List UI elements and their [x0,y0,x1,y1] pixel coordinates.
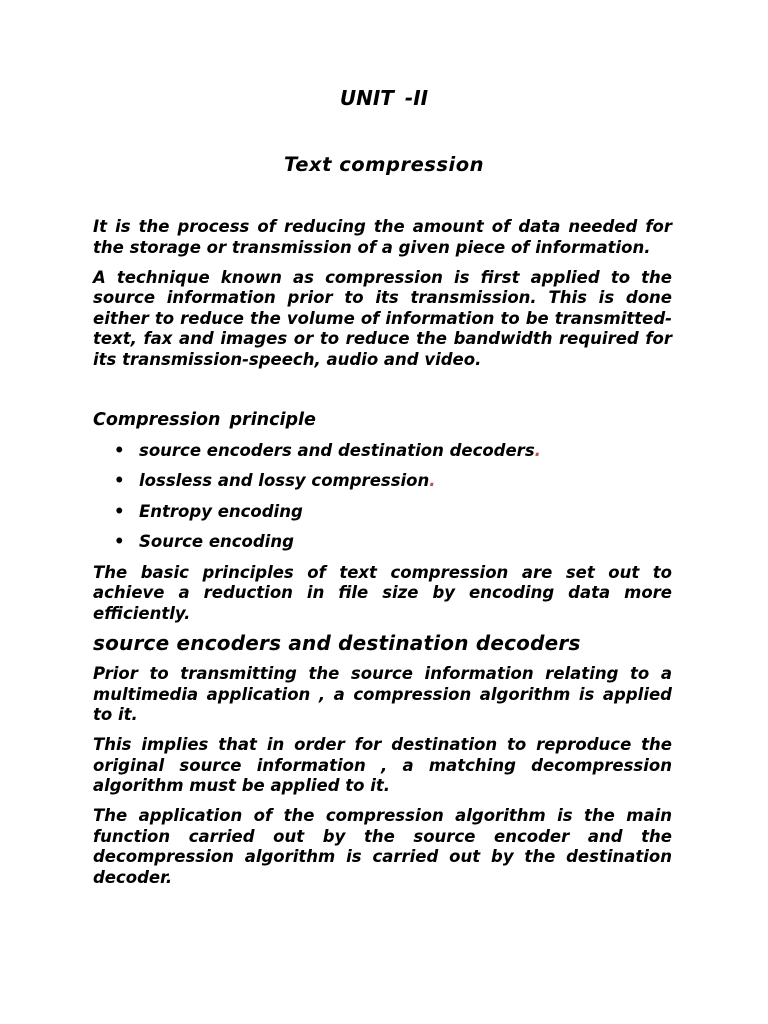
principle-heading: Compression principle [93,410,316,430]
list-item-text: lossless and lossy compression [139,471,430,490]
bullet-icon: • [114,440,125,460]
principle-summary: The basic principles of text compression are set out to achieve a reduction in file size by encoding data more efficiently. [93,562,672,623]
section2-paragraph-3: The application of the compression algorithm is the main function carried out by the source encoder and the decompression algorithm is carried out by the destination decoder. [93,806,672,887]
bullet-icon: • [114,501,125,521]
intro-paragraph-2: A technique known as compression is first applied to the source information prior to its transmission. This is done either to reduce the volume of information to be transmitted- text, fax and images or to reduce the bandwidth required for its transmission-speech, audio and video. [93,267,672,369]
list-item-tail: . [534,440,541,460]
document-body [93,217,672,888]
section-title: Text compression [284,153,484,176]
principle-list [93,441,672,553]
unit-title: UNIT -II [339,86,429,110]
bullet-icon: • [114,471,125,490]
list-item [93,502,672,523]
list-item [93,441,672,462]
list-item-tail: . [429,471,436,490]
list-item [93,471,672,492]
section2-heading: source encoders and destination decoders [93,631,581,655]
list-item-text: Entropy encoding [139,501,303,521]
list-item [93,532,672,553]
spacer [93,370,672,410]
section2-paragraph-2: This implies that in order for destination to reproduce the original source information , a matching decompression algorithm must be applied to it. [93,735,672,795]
list-item-text: Source encoding [139,532,294,551]
intro-paragraph-1: It is the process of reducing the amount of data needed for the storage or transmission of a given piece of information. [93,217,672,257]
section2-paragraph-1: Prior to transmitting the source information relating to a multimedia application , a compression algorithm is applied to it. [93,664,672,724]
list-item-text: source encoders and destination decoders [139,440,535,460]
bullet-icon: • [114,532,125,551]
